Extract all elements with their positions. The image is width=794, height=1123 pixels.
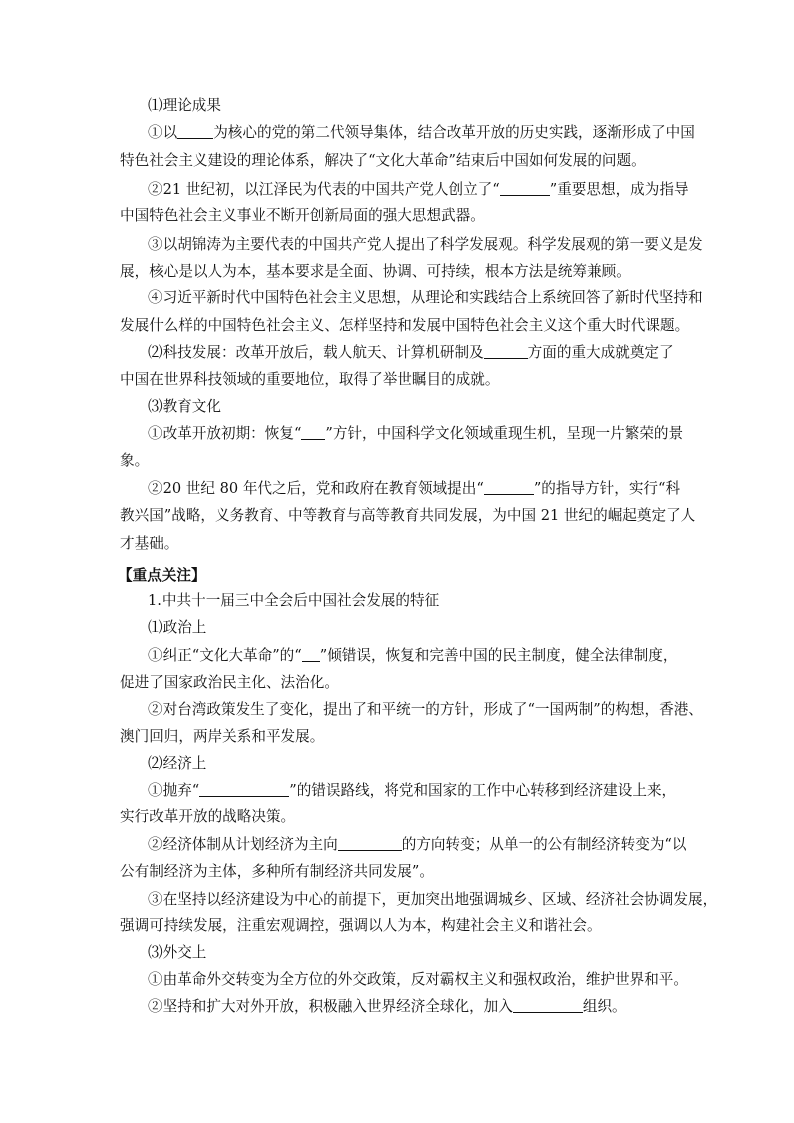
paragraph-line: ①改革开放初期：恢复“ ”方针，中国科学文化领域重现生机，呈现一片繁荣的景 — [148, 425, 684, 442]
paragraph-line: 澳门回归，两岸关系和平发展。 — [120, 728, 325, 745]
heading-politics: ⑴政治上 — [148, 619, 207, 636]
paragraph-line: ⑵科技发展：改革开放后，载人航天、计算机研制及 方面的重大成就奠定了 — [148, 344, 674, 361]
paragraph-line: 实行改革开放的战略决策。 — [120, 808, 296, 825]
paragraph-line: 象。 — [120, 452, 150, 469]
paragraph-line: 特色社会主义建设的理论体系，解决了“文化大革命”结束后中国如何发展的问题。 — [120, 152, 646, 169]
paragraph-line: 展，核心是以人为本，基本要求是全面、协调、可持续，根本方法是统筹兼顾。 — [120, 263, 631, 280]
paragraph-line: 强调可持续发展，注重宏观调控，强调以人为本，构建社会主义和谐社会。 — [120, 917, 602, 934]
paragraph-line: ②21 世纪初，以江泽民为代表的中国共产党人创立了“ ”重要思想，成为指导 — [148, 181, 689, 198]
heading-diplomacy: ⑶外交上 — [148, 944, 207, 961]
paragraph-line: ②20 世纪 80 年代之后，党和政府在教育领域提出“ ”的指导方针，实行“科 — [148, 480, 681, 497]
blank-line — [484, 344, 528, 359]
blank-line — [513, 998, 583, 1013]
paragraph-line: 中国特色社会主义事业不断开创新局面的强大思想武器。 — [120, 207, 485, 224]
blank-line — [500, 181, 550, 196]
paragraph-line: 教兴国”战略，义务教育、中等教育与高等教育共同发展，为中国 21 世纪的崛起奠定了人 — [120, 507, 696, 524]
paragraph-line: 促进了国家政治民主化、法治化。 — [120, 674, 339, 691]
paragraph-line: ③以胡锦涛为主要代表的中国共产党人提出了科学发展观。科学发展观的第一要义是发 — [148, 236, 703, 253]
paragraph-line: 才基础。 — [120, 535, 179, 552]
heading-education: ⑶教育文化 — [148, 398, 221, 415]
paragraph-line: ①抛弃“ ”的错误路线，将党和国家的工作中心转移到经济建设上来， — [148, 782, 677, 799]
blank-line — [301, 425, 325, 440]
blank-line — [199, 782, 289, 797]
heading-economy: ⑵经济上 — [148, 755, 207, 772]
paragraph-line: 中国在世界科技领域的重要地位，取得了举世瞩目的成就。 — [120, 371, 500, 388]
paragraph-line: ①以 为核心的党的第二代领导集体，结合改革开放的历史实践，逐渐形成了中国 — [148, 124, 695, 141]
paragraph-line: ④习近平新时代中国特色社会主义思想，从理论和实践结合上系统回答了新时代坚持和 — [148, 289, 703, 306]
blank-line — [338, 836, 402, 851]
paragraph-line: 公有制经济为主体，多种所有制经济共同发展”。 — [120, 863, 434, 880]
blank-line — [177, 124, 213, 139]
blank-line — [484, 480, 534, 495]
section-title-focus: 【重点关注】 — [118, 567, 206, 584]
paragraph-line: ③在坚持以经济建设为中心的前提下，更加突出地强调城乡、区域、经济社会协调发展， — [148, 891, 718, 908]
blank-line — [302, 647, 320, 662]
heading-theory: ⑴理论成果 — [148, 97, 221, 114]
question-title: 1.中共十一届三中全会后中国社会发展的特征 — [148, 592, 440, 609]
paragraph-line: ①由革命外交转变为全方位的外交政策，反对霸权主义和强权政治，维护世界和平。 — [148, 971, 688, 988]
paragraph-line: ②对台湾政策发生了变化，提出了和平统一的方针，形成了“一国两制”的构想，香港、 — [148, 701, 703, 718]
paragraph-line: 发展什么样的中国特色社会主义、怎样坚持和发展中国特色社会主义这个重大时代课题。 — [120, 317, 690, 334]
paragraph-line: ①纠正“文化大革命”的“ ”倾错误，恢复和完善中国的民主制度，健全法律制度， — [148, 647, 678, 664]
paragraph-line: ②坚持和扩大对外开放，积极融入世界经济全球化，加入 组织。 — [148, 998, 627, 1015]
paragraph-line: ②经济体制从计划经济为主向 的方向转变；从单一的公有制经济转变为“以 — [148, 836, 687, 853]
